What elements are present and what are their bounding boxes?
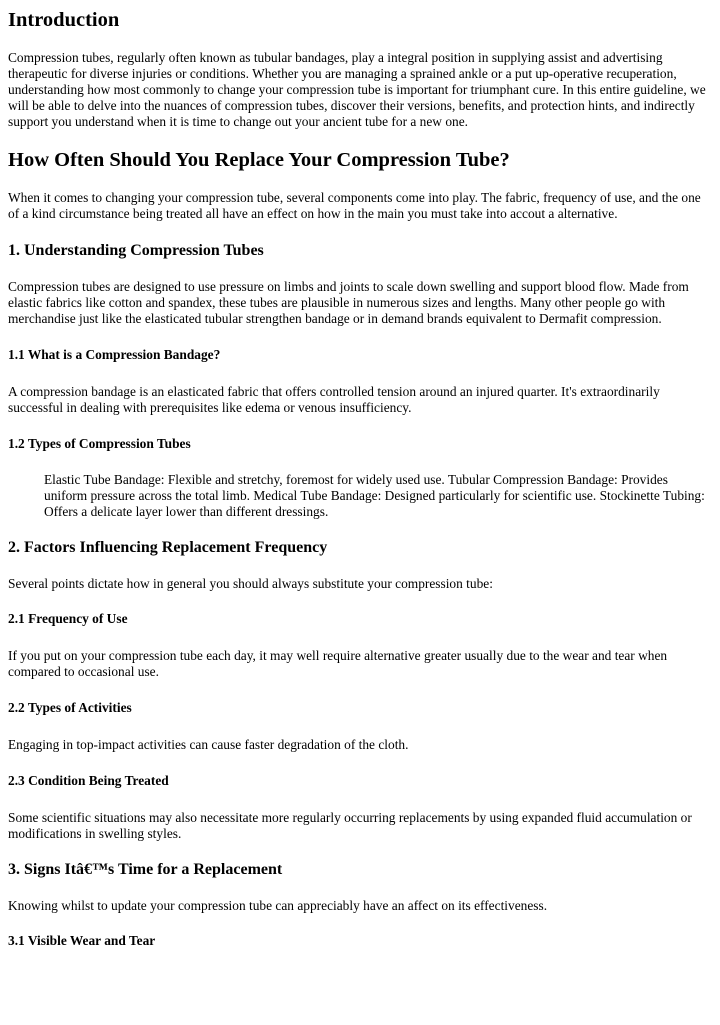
replace-frequency-paragraph: When it comes to changing your compression tube, several components come into play. The fabric, frequency of use, and the one of a kind circumstance being treated all have an effect on how in the main you must take into accout a alternative.	[8, 190, 701, 221]
section-2-1-heading: 2.1 Frequency of Use	[8, 611, 128, 626]
section-2-2-heading: 2.2 Types of Activities	[8, 700, 132, 715]
tube-types-list	[8, 472, 713, 520]
section-3-1-heading: 3.1 Visible Wear and Tear	[8, 933, 156, 948]
introduction-paragraph: Compression tubes, regularly often known as tubular bandages, play a integral position in supplying assist and advertising therapeutic for diverse injuries or conditions. Whether you are managing a sprained ankle or a put up-operative recuperation, understanding how most commonly to change your compression tube is important for triumphant cure. In this entire guideline, we will be able to delve into the nuances of compression tubes, discover their versions, benefits, and protection hints, and indirectly support you understand when it is time to change out your ancient tube for a new one.	[8, 50, 706, 129]
section-2-3-heading: 2.3 Condition Being Treated	[8, 773, 169, 788]
section-3-heading: 3. Signs Itâ€™s Time for a Replacement	[8, 861, 283, 878]
article	[0, 8, 720, 949]
section-3-paragraph: Knowing whilst to update your compression tube can appreciably have an affect on its effectiveness.	[8, 898, 548, 913]
section-1-1-heading: 1.1 What is a Compression Bandage?	[8, 347, 221, 362]
list-item: Elastic Tube Bandage: Flexible and stretchy, foremost for widely used use. Tubular Compression Bandage: Provides uniform pressure across the total limb. Medical Tube Bandage: Designed particularly for scientific use. Stockinette Tubing: Offers a delicate layer lower than different dressings.	[44, 472, 705, 519]
section-2-paragraph: Several points dictate how in general you should always substitute your compression tube:	[8, 576, 493, 591]
section-2-3-paragraph: Some scientific situations may also necessitate more regularly occurring replacements by using expanded fluid accumulation or modifications in swelling styles.	[8, 810, 692, 841]
section-1-paragraph: Compression tubes are designed to use pressure on limbs and joints to scale down swelling and support blood flow. Made from elastic fabrics like cotton and spandex, these tubes are plausible in numerous sizes and lengths. Many other people go with merchandise just like the elasticated tubular strengthen bandage or in demand brands equivalent to Dermafit compression.	[8, 279, 689, 326]
section-1-heading: 1. Understanding Compression Tubes	[8, 242, 264, 259]
replace-frequency-heading: How Often Should You Replace Your Compression Tube?	[8, 149, 510, 171]
section-2-1-paragraph: If you put on your compression tube each day, it may well require alternative greater usually due to the wear and tear when compared to occasional use.	[8, 648, 668, 679]
introduction-heading: Introduction	[8, 9, 120, 31]
section-2-heading: 2. Factors Influencing Replacement Frequency	[8, 539, 328, 556]
section-2-2-paragraph: Engaging in top-impact activities can cause faster degradation of the cloth.	[8, 737, 409, 752]
section-1-2-heading: 1.2 Types of Compression Tubes	[8, 436, 191, 451]
section-1-1-paragraph: A compression bandage is an elasticated fabric that offers controlled tension around an injured quarter. It's extraordinarily successful in dealing with prerequisites like edema or venous insufficiency.	[8, 384, 660, 415]
